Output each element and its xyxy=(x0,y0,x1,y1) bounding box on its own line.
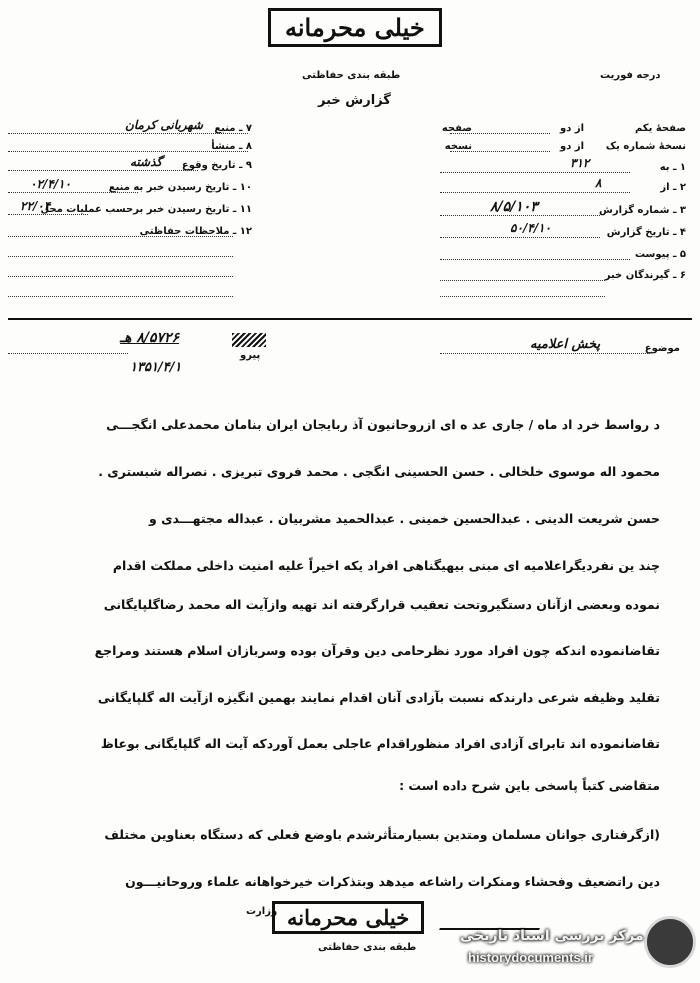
watermark-url: historydocuments.ir xyxy=(468,950,593,965)
bottom-note: وزارت xyxy=(246,906,278,917)
field-source-value: شهربانی کرمان xyxy=(125,118,203,132)
field-from-value: ۸ xyxy=(595,176,602,190)
field-security-notes-label: ۱۲ ـ ملاحظات حفاظتی xyxy=(139,226,252,237)
field-origin-label: ۸ ـ منشأ xyxy=(211,141,252,152)
reference-date: ۱۳۵۱/۴/۱ xyxy=(130,360,182,375)
body-line: محمود اله موسوی خلخالی . حسن الحسینی انگجی . محمد فروی تبریزی . نصراله شبستری . xyxy=(98,464,660,479)
body-line: تقلید وظیفه شرعی دارندکه نسبت بآزادی آنان اقدام نمایند بهمین انگیزه ازآیت اله گلپایگانی xyxy=(97,690,660,705)
signature-scribble xyxy=(439,898,551,930)
watermark-title: مرکز بررسی اسناد تاریخی xyxy=(460,928,644,944)
field-receipt-source-label: ۱۰ ـ تاریخ رسیدن خبر به منبع xyxy=(108,182,252,193)
classification-label-bottom: طبقه بندی حفاظتی xyxy=(318,942,417,953)
field-receipt-ops-value: ۲۲/۰۴ xyxy=(20,199,51,213)
field-copy-label: نسخهٔ شماره یک xyxy=(605,141,686,152)
body-line: تقاضانموده اندکه چون افراد مورد نظرحامی دین وقرآن بوده وسربازان اسلام هستند ومراجع xyxy=(94,643,660,658)
field-to-label: ۱ ـ به xyxy=(659,162,686,173)
field-report-no-value: ۸/۵/۱۰۳ xyxy=(490,199,538,215)
stamp-text: خیلی محرمانه xyxy=(285,13,425,42)
field-copy-end: نسخه xyxy=(444,141,472,152)
field-recipients-label: ۶ ـ گیرندگان خبر xyxy=(604,270,686,281)
field-page-mid: از دو xyxy=(559,123,584,134)
urgency-label: درجه فوریت xyxy=(600,70,661,81)
field-receipt-ops-label: ۱۱ ـ تاریخ رسیدن خبر برحسب عملیات محل xyxy=(40,204,252,215)
body-line: متقاضی کتباً پاسخی باین شرح داده است : xyxy=(399,778,660,793)
body-line: چند ین نفردیگراعلامیه ای مبنی بیهیگناهی افراد یکه اخیراً علیه امنیت داخلی مملکت اقدام xyxy=(112,558,660,573)
field-report-no-label: ۳ ـ شماره گزارش xyxy=(599,205,686,216)
body-line: دین راتضعیف وفحشاء ومنکرات راشاعه میدهد وبتذکرات خیرخواهانه علماء وروحانیـــون xyxy=(125,874,660,889)
field-to-value: ۳۱۲ xyxy=(570,156,590,170)
body-line: (ازگرفتاری جوانان مسلمان ومتدین بسیارمتأثرشدم باوضع فعلی که دستگاه بعناوین مختلف xyxy=(104,827,660,842)
body-line: د رواسط خرد اد ماه / جاری عد ه ای ازروحانیون آذ ربایجان ایران بنامان محمدعلی انگجـــی xyxy=(106,417,660,432)
reference-number: ۸/۵۷۲۶ هـ xyxy=(120,330,180,346)
body-line: تقاضانموده اند تابرای آزادی افراد منظوراقدام عاجلی بعمل آوردکه آیت اله گلپایگانی بوعاظ xyxy=(100,736,660,751)
field-from-label: ۲ ـ از xyxy=(660,182,686,193)
stamp-text: خیلی محرمانه xyxy=(287,905,410,930)
field-page-end: صفحه xyxy=(441,123,472,134)
classification-label: طبقه بندی حفاظتی xyxy=(302,70,401,81)
classification-stamp-top xyxy=(268,8,442,47)
body-line: حسن شریعت الدینی . عبدالحسین خمینی . عبدالحمید مشربیان . عبداله مجتهـــدی و xyxy=(148,511,660,526)
field-report-date-label: ۴ ـ تاریخ گزارش xyxy=(606,227,686,238)
field-event-date-label: ۹ ـ تاریخ وقوع xyxy=(181,160,252,171)
field-attachment-label: ۵ ـ پیوست xyxy=(634,249,686,260)
classification-stamp-bottom xyxy=(272,901,424,934)
subject-label: موضوع xyxy=(644,343,680,354)
report-title: گزارش خبر xyxy=(318,93,391,108)
watermark-logo-icon xyxy=(644,916,696,968)
field-source-label: ۷ ـ منبع xyxy=(214,123,252,134)
field-page-label: صفحهٔ یکم xyxy=(634,123,686,134)
field-copy-mid: از دو xyxy=(559,141,584,152)
subject-value: پخش اعلامیه xyxy=(530,337,601,352)
reference-scribble xyxy=(232,333,266,347)
field-event-date-value: گذشته xyxy=(130,155,163,169)
header-divider xyxy=(8,318,692,320)
field-report-date-value: ۵۰/۴/۱۰ xyxy=(510,221,551,235)
field-receipt-source-value: ۰۲/۴/۱۰ xyxy=(30,177,71,191)
reference-word: پیرو xyxy=(240,350,261,361)
body-line: نموده وبعضی ازآنان دستگیروتحت تعقیب قرارگرفته اند تهیه وازآیت اله محمد رضاگلپایگانی xyxy=(103,597,660,612)
